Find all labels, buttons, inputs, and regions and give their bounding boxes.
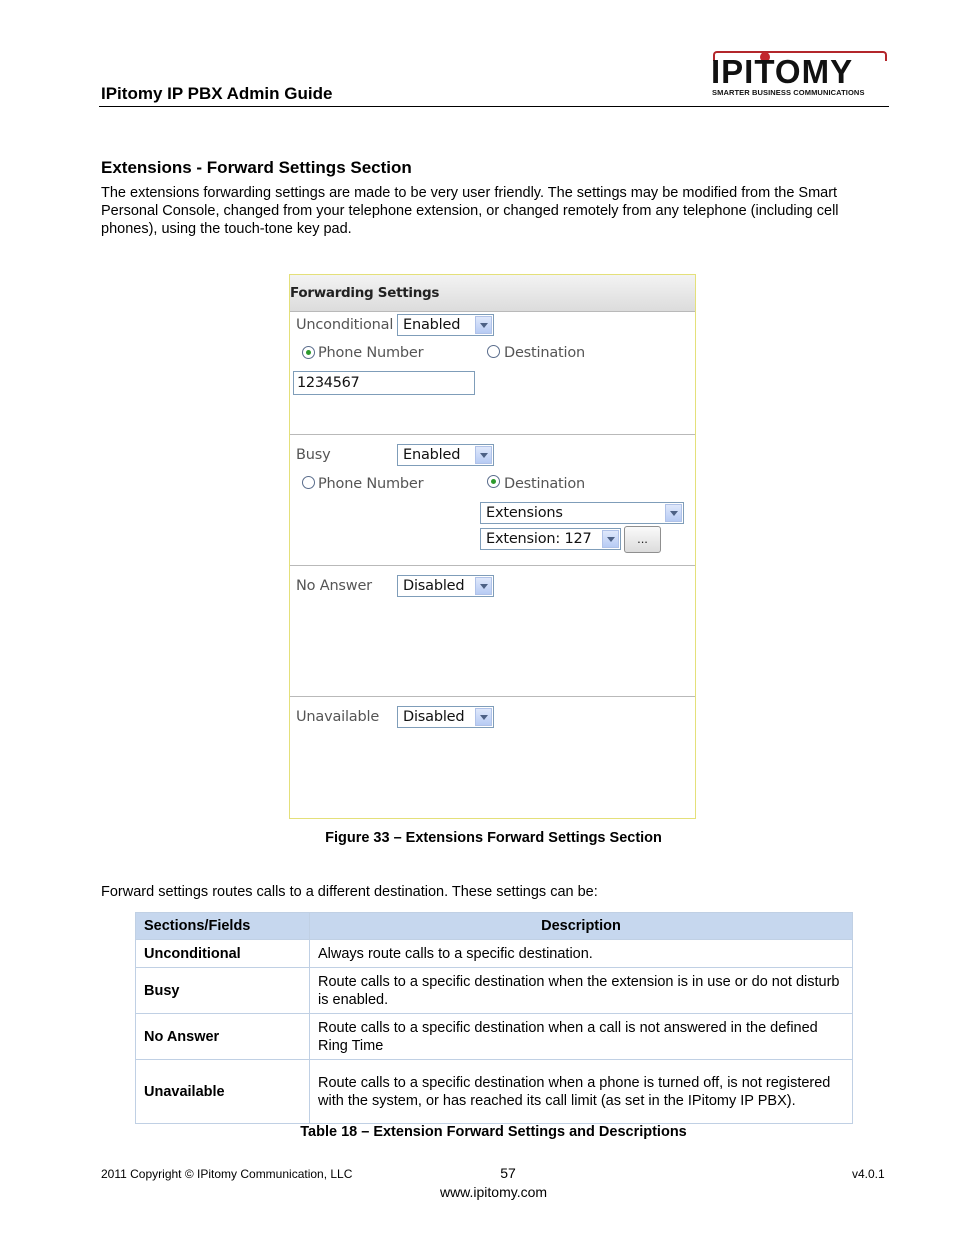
logo-text: IPITOMY [711,53,854,90]
intro-paragraph: The extensions forwarding settings are made to be very user friendly. The settings may be modified from the Smart Personal Console, changed from your telephone extension, or changed remotely from any telephone (including cell phones), using the touch-tone key pad. [101,185,839,237]
chevron-down-icon [602,530,619,548]
table-row [136,940,853,968]
header-rule [99,106,889,107]
busy-destination-radio[interactable] [487,475,500,488]
footer-page-number: 57 [500,1165,516,1181]
browse-button[interactable] [624,526,661,553]
table-header-description: Description [310,913,853,940]
document-title: IPitomy IP PBX Admin Guide [101,84,333,103]
unconditional-phone-radio[interactable] [302,346,315,359]
footer-copyright: 2011 Copyright © IPitomy Communication, LLC [101,1167,353,1181]
table-cell-field: No Answer [136,1014,310,1060]
table-header-row [136,913,853,940]
table-cell-field: Busy [136,968,310,1014]
footer-url[interactable]: www.ipitomy.com [439,1184,548,1200]
busy-destination-type-select[interactable] [480,502,684,524]
busy-status-value: Enabled [403,447,461,463]
table-cell-description: Always route calls to a specific destination. [310,940,853,968]
busy-destination-value-select[interactable] [480,528,621,550]
no-answer-label: No Answer [296,578,372,594]
chevron-down-icon [475,577,492,595]
busy-destination-label: Destination [504,476,586,492]
unavailable-status-value: Disabled [403,709,465,725]
table-header-fields: Sections/Fields [136,913,310,940]
chevron-down-icon [475,316,492,334]
chevron-down-icon [475,446,492,464]
busy-status-select[interactable] [397,444,494,466]
unavailable-label: Unavailable [296,709,380,725]
unconditional-destination-radio[interactable] [487,345,500,358]
no-answer-status-value: Disabled [403,578,465,594]
forwarding-panel-title: Forwarding Settings [290,285,440,301]
section-divider [290,696,695,697]
footer-version: v4.0.1 [852,1167,885,1181]
body-paragraph: Forward settings routes calls to a different destination. These settings can be: [101,884,598,900]
unconditional-status-select[interactable] [397,314,494,336]
section-divider [290,565,695,566]
table-cell-field: Unconditional [136,940,310,968]
busy-destination-value: Extension: 127 [486,531,592,547]
table-row [136,1060,853,1124]
unconditional-phone-label: Phone Number [318,345,424,361]
forwarding-settings-panel [289,274,696,819]
no-answer-status-select[interactable] [397,575,494,597]
unavailable-status-select[interactable] [397,706,494,728]
busy-phone-label: Phone Number [318,476,424,492]
unconditional-label: Unconditional [296,317,394,333]
table-cell-description: Route calls to a specific destination when the extension is in use or do not disturb is enabled. [310,968,853,1014]
forward-settings-table [135,912,853,1124]
forwarding-panel-header [290,275,695,312]
logo-tagline: SMARTER BUSINESS COMMUNICATIONS [712,88,865,97]
figure-caption: Figure 33 – Extensions Forward Settings Section [325,830,662,846]
chevron-down-icon [475,708,492,726]
section-heading: Extensions - Forward Settings Section [101,158,412,177]
unconditional-phone-input[interactable] [293,371,475,395]
table-row [136,968,853,1014]
table-caption: Table 18 – Extension Forward Settings and Descriptions [300,1124,687,1140]
browse-button-label: ... [637,531,648,546]
unconditional-status-value: Enabled [403,317,461,333]
unconditional-destination-label: Destination [504,345,586,361]
chevron-down-icon [665,504,682,522]
table-row [136,1014,853,1060]
busy-label: Busy [296,447,331,463]
table-cell-description: Route calls to a specific destination when a phone is turned off, is not registered with the system, or has reached its call limit (as set in the IPitomy IP PBX). [310,1060,853,1124]
section-divider [290,434,695,435]
unconditional-phone-value: 1234567 [297,375,360,391]
busy-destination-type-value: Extensions [486,505,563,521]
ipitomy-logo [709,50,889,100]
table-cell-field: Unavailable [136,1060,310,1124]
table-cell-description: Route calls to a specific destination when a call is not answered in the defined Ring Time [310,1014,853,1060]
busy-phone-radio[interactable] [302,476,315,489]
